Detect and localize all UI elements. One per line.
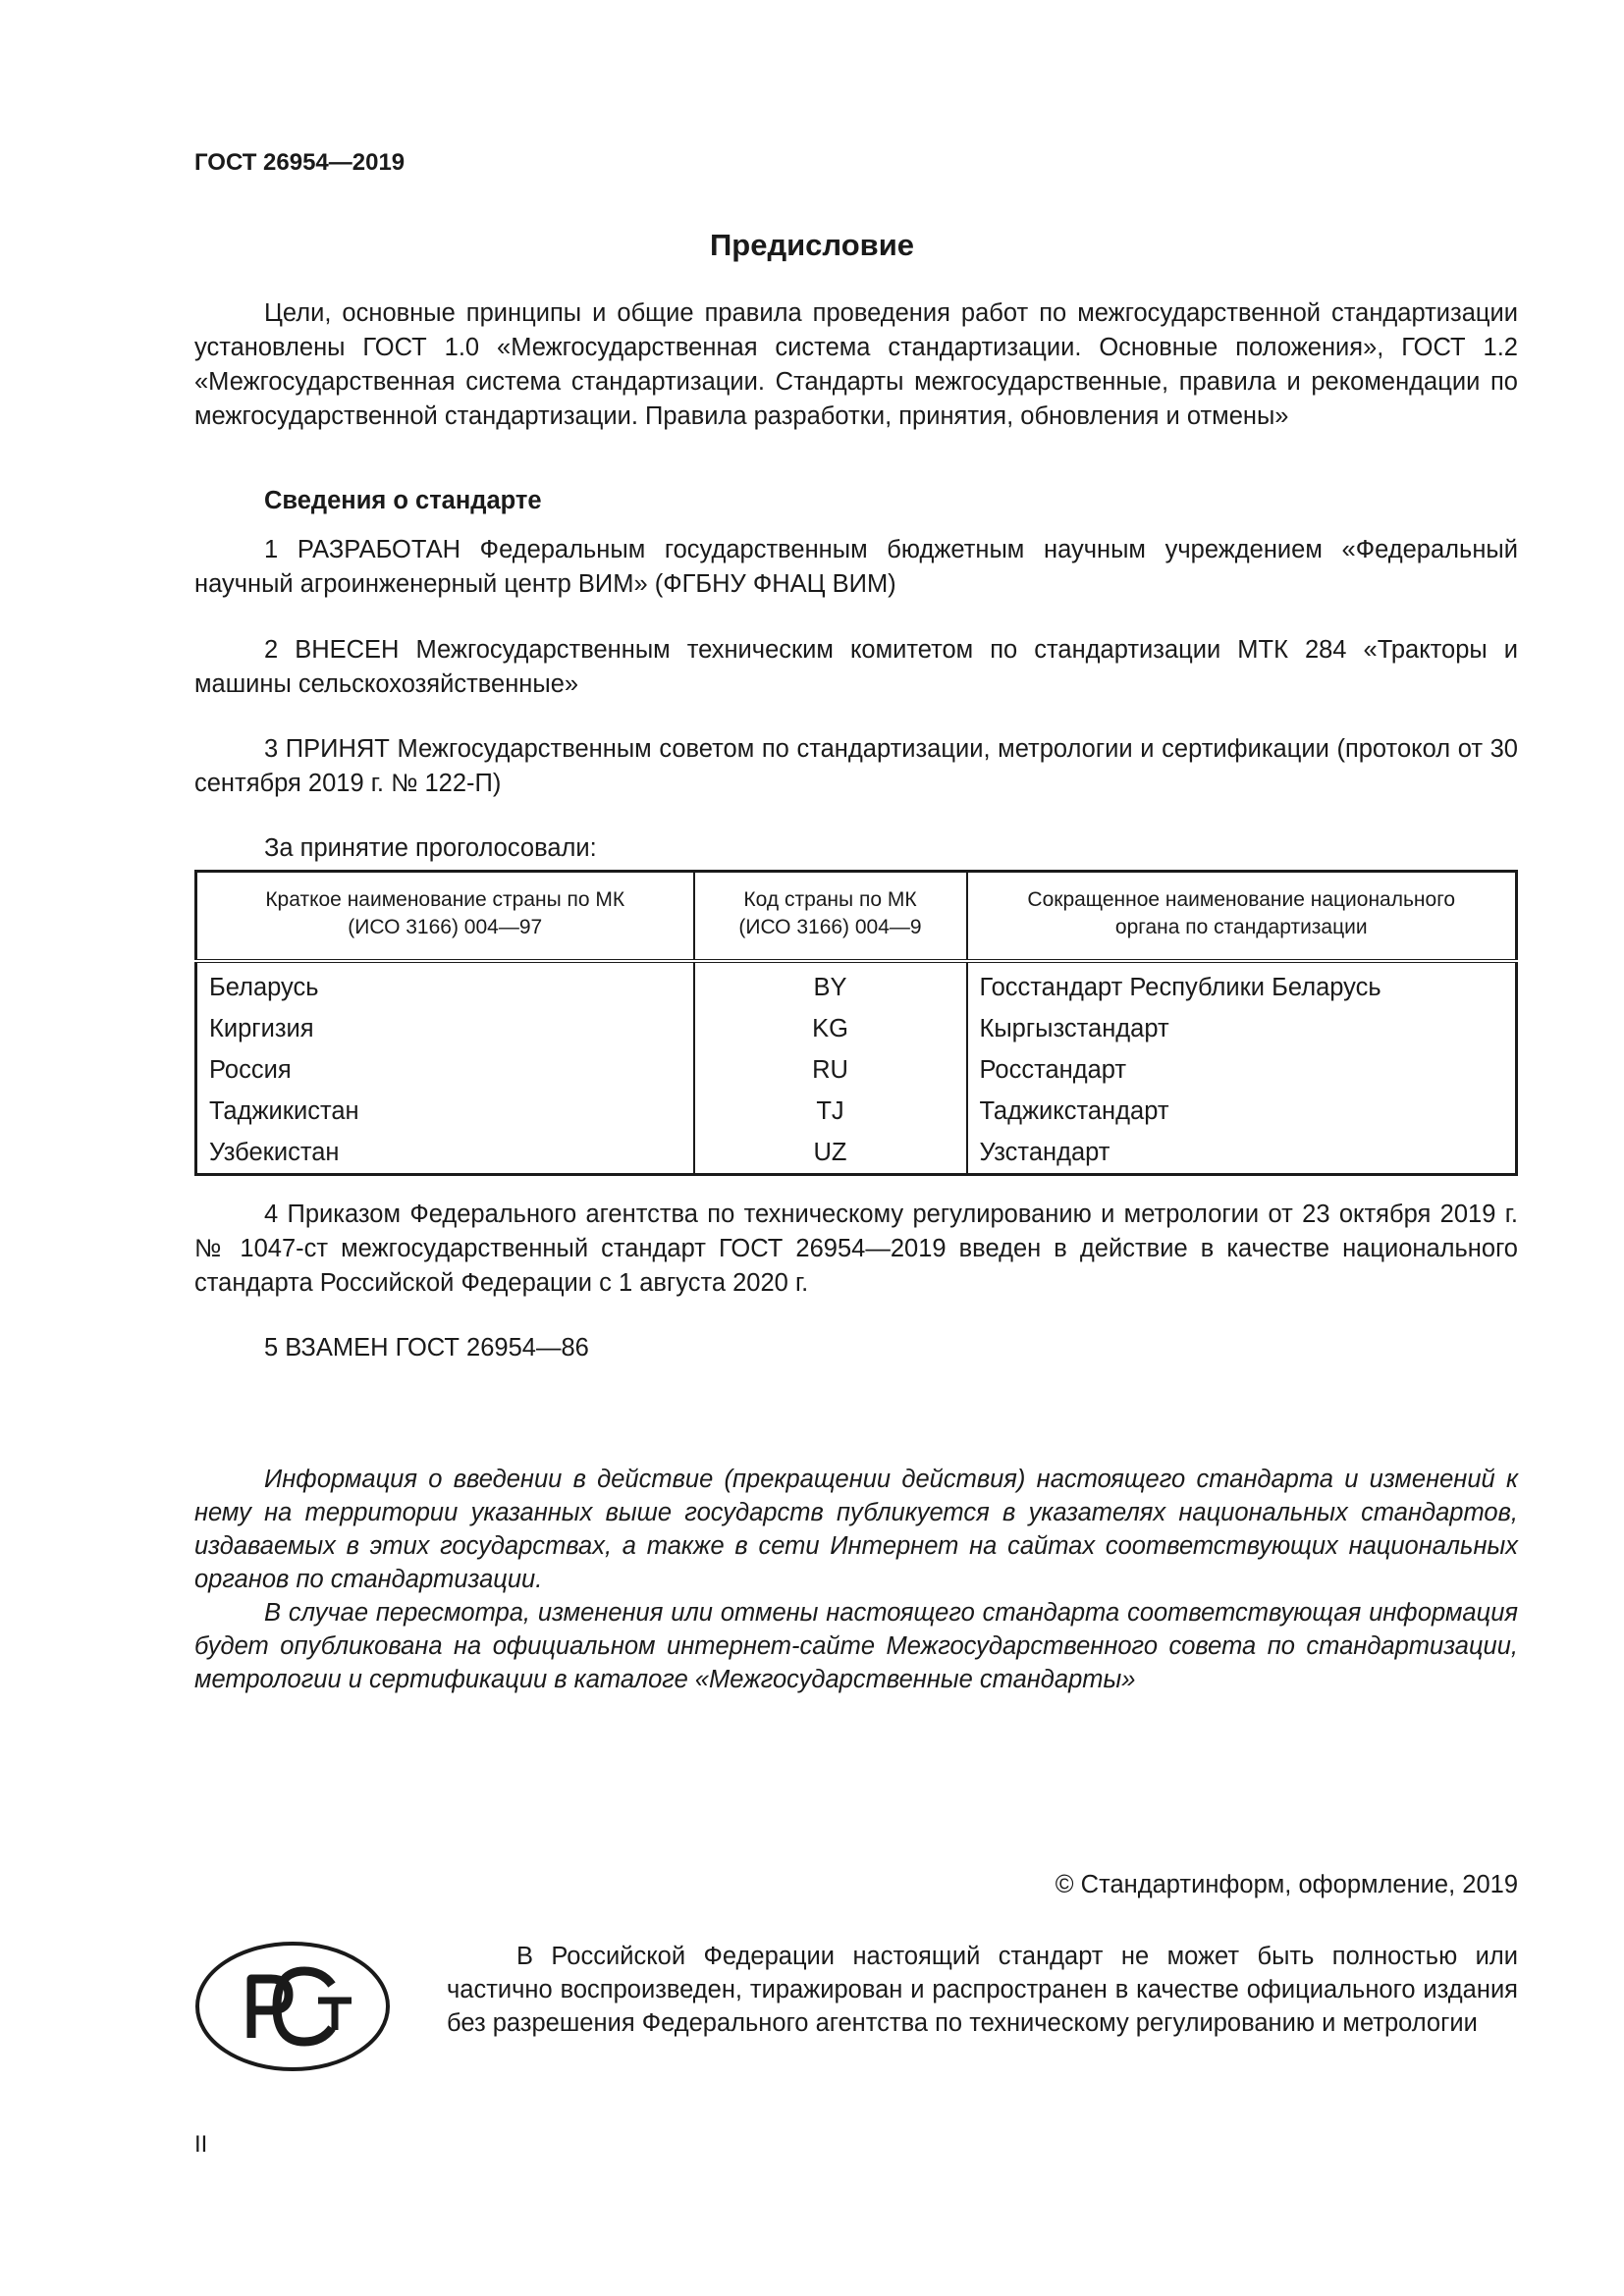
country-cell: Россия <box>209 1055 292 1084</box>
header-code: Код страны по МК (ИСО 3166) 004—9 <box>694 872 967 962</box>
country-cell: Беларусь <box>209 973 319 1001</box>
page-title: Предисловие <box>709 228 914 262</box>
info-heading: Сведения о стандарте <box>264 487 542 514</box>
vote-table-header-row <box>196 872 1517 962</box>
notice-paragraph-2: В случае пересмотра, изменения или отмены настоящего стандарта соответствующая информация будет опубликована на официальном интернет-сайте Межгосударственного совета по стандартизации, метрологии и сертификации в каталоге «Межгосударственные стандарты» <box>194 1599 1518 1693</box>
table-row <box>196 1091 1517 1132</box>
body-cell: Кыргызстандарт <box>967 1008 1517 1049</box>
item-introduced: 2 ВНЕСЕН Межгосударственным техническим комитетом по стандартизации МТК 284 «Тракторы и машины сельскохозяйственные» <box>194 636 1518 698</box>
rights-statement: В Российской Федерации настоящий стандарт не может быть полностью или частично воспроизведен, тиражирован и распространен в качестве официального издания без разрешения Федерального агентства по техническому регулированию и метрологии <box>447 1943 1518 2037</box>
rst-logo <box>194 1940 391 2073</box>
notice-paragraph-1: Информация о введении в действие (прекращении действия) настоящего стандарта и изменений к нему на территории указанных выше государств публикуется в указателях национальных стандартов, издаваемых в этих государствах, а также в сети Интернет на сайтах соответствующих национальных органов по стандартизации. <box>194 1466 1518 1593</box>
table-row <box>196 1008 1517 1049</box>
vote-table <box>194 870 1518 1176</box>
rst-logo-icon <box>194 1940 391 2073</box>
table-row <box>196 1049 1517 1091</box>
copyright: © Стандартинформ, оформление, 2019 <box>1055 1871 1518 1898</box>
body-cell: Узстандарт <box>967 1132 1517 1175</box>
code-cell: KG <box>694 1008 967 1049</box>
item-order: 4 Приказом Федерального агентства по техническому регулированию и метрологии от 23 октября 2019 г. № 1047-ст межгосударственный стандарт ГОСТ 26954—2019 введен в действие в качестве национального стандарта Российской Федерации с 1 августа 2020 г. <box>194 1201 1518 1297</box>
code-cell: TJ <box>694 1091 967 1132</box>
item-adopted: 3 ПРИНЯТ Межгосударственным советом по стандартизации, метрологии и сертификации (протокол от 30 сентября 2019 г. № 122-П) <box>194 735 1518 797</box>
body-cell: Росстандарт <box>967 1049 1517 1091</box>
item-replaces: 5 ВЗАМЕН ГОСТ 26954—86 <box>264 1334 589 1362</box>
code-cell: BY <box>694 961 967 1008</box>
body-cell: Госстандарт Республики Беларусь <box>967 961 1517 1008</box>
page-number: II <box>194 2131 208 2158</box>
country-cell: Таджикистан <box>209 1096 359 1125</box>
vote-intro: За принятие проголосовали: <box>264 834 597 862</box>
item-developed: 1 РАЗРАБОТАН Федеральным государственным бюджетным научным учреждением «Федеральный научный агроинженерный центр ВИМ» (ФГБНУ ФНАЦ ВИМ) <box>194 536 1518 598</box>
intro-paragraph: Цели, основные принципы и общие правила проведения работ по межгосударственной стандартизации установлены ГОСТ 1.0 «Межгосударственная система стандартизации. Основные положения», ГОСТ 1.2 «Межгосударственная система стандартизации. Стандарты межгосударственные, правила и рекомендации по межгосударственной стандартизации. Правила разработки, принятия, обновления и отмены» <box>194 299 1518 430</box>
body-cell: Таджикстандарт <box>967 1091 1517 1132</box>
country-cell: Киргизия <box>209 1014 314 1042</box>
header-body: Сокращенное наименование национального органа по стандартизации <box>967 872 1517 962</box>
code-cell: RU <box>694 1049 967 1091</box>
document-code: ГОСТ 26954—2019 <box>194 149 406 176</box>
header-country: Краткое наименование страны по МК (ИСО 3166) 004—97 <box>196 872 694 962</box>
table-row <box>196 961 1517 1008</box>
country-cell: Узбекистан <box>209 1138 340 1166</box>
code-cell: UZ <box>694 1132 967 1175</box>
table-row <box>196 1132 1517 1175</box>
